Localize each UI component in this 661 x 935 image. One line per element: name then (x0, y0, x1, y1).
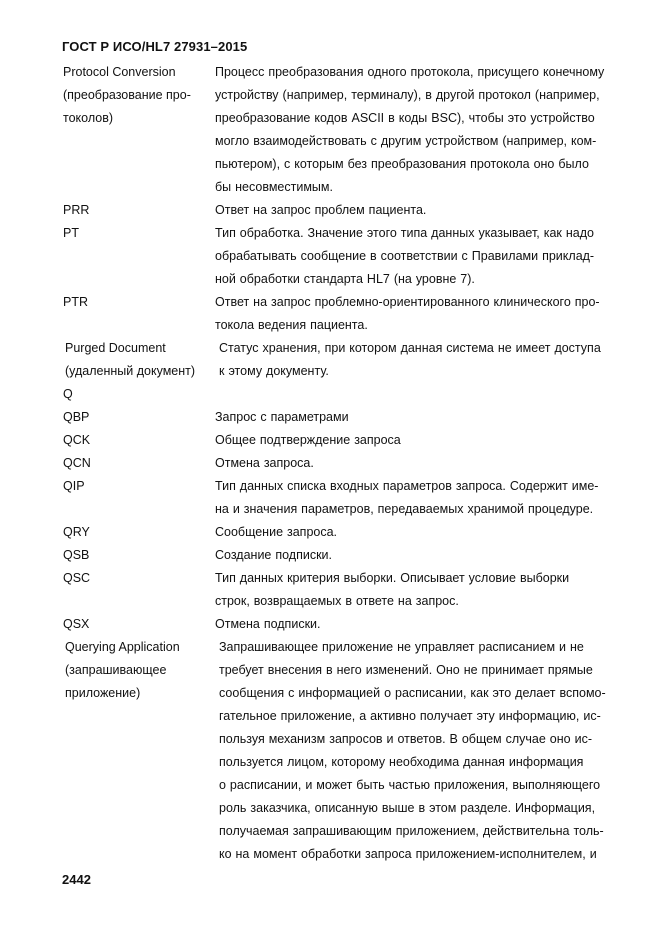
term: QSC (63, 571, 91, 585)
glossary-entry-prr (62, 199, 632, 222)
standard-header: ГОСТ Р ИСО/HL7 27931–2015 (62, 39, 248, 54)
definition: Отмена запроса. (215, 456, 314, 470)
glossary-entry-pt (62, 222, 632, 291)
glossary-entry-protocol-conversion (62, 61, 632, 199)
term: Querying Application (запрашивающее приложение) (65, 640, 180, 700)
definition: Запрашивающее приложение не управляет расписанием и не требует внесения в него изменений. Оно не принимает прямые сообщения с информацией о расписании, как это делает вспомо- гательное приложение, а активно получает эту информацию, ис- пользуя механизм запросов и ответов. В общем случае оно ис- пользуется лицом, которому необходима данная информация о расписании, и может быть частью приложения, выполняющего роль заказчика, описанную выше в этом разделе. Информация, получаемая запрашивающим приложением, действительна толь- ко на момент обработки запроса приложением-исполнителем, и (219, 640, 606, 861)
definition: Статус хранения, при котором данная система не имеет доступа к этому документу. (219, 341, 601, 378)
glossary-section-letter-q (62, 383, 632, 406)
glossary-entry-qbp (62, 406, 632, 429)
glossary-entry-querying-application (62, 636, 632, 866)
glossary-entry-qsx (62, 613, 632, 636)
definition: Общее подтверждение запроса (215, 433, 401, 447)
term: PRR (63, 203, 90, 217)
page-number: 2442 (62, 872, 91, 887)
term: Protocol Conversion (преобразование про- токолов) (63, 65, 191, 125)
glossary-entry-qip (62, 475, 632, 521)
term: QSX (63, 617, 90, 631)
term: QRY (63, 525, 90, 539)
definition: Запрос с параметрами (215, 410, 349, 424)
glossary-entry-qcn (62, 452, 632, 475)
glossary-entry-purged-document (62, 337, 632, 383)
term: PTR (63, 295, 88, 309)
glossary-entry-ptr (62, 291, 632, 337)
term: QSB (63, 548, 90, 562)
glossary-entry-qsb (62, 544, 632, 567)
definition (215, 383, 632, 406)
term: Purged Document (удаленный документ) (65, 341, 196, 378)
definition: Отмена подписки. (215, 617, 321, 631)
definition: Создание подписки. (215, 548, 333, 562)
term: QBP (63, 410, 90, 424)
term: PT (63, 226, 79, 240)
glossary-entry-qsc (62, 567, 632, 613)
definition: Тип данных списка входных параметров запроса. Содержит име- на и значения параметров, передаваемых хранимой процедуре. (215, 479, 599, 516)
glossary-entry-qck (62, 429, 632, 452)
term: QCN (63, 456, 91, 470)
definition: Тип обработка. Значение этого типа данных указывает, как надо обрабатывать сообщение в соответствии с Правилами приклад- ной обработки стандарта HL7 (на уровне 7). (215, 226, 595, 286)
term: QCK (63, 433, 91, 447)
term: QIP (63, 479, 85, 493)
definition: Сообщение запроса. (215, 525, 338, 539)
section-letter: Q (63, 387, 73, 401)
glossary-entry-qry (62, 521, 632, 544)
definition: Ответ на запрос проблемно-ориентированного клинического про- токола ведения пациента. (215, 295, 600, 332)
glossary-list (62, 61, 632, 866)
definition: Тип данных критерия выборки. Описывает условие выборки строк, возвращаемых в ответе на запрос. (215, 571, 570, 608)
definition: Ответ на запрос проблем пациента. (215, 203, 427, 217)
definition: Процесс преобразования одного протокола, присущего конечному устройству (например, терминалу), в другой протокол (например, преобразование кодов ASCII в коды BSC), чтобы это устройство могло взаимодействовать с другим устройством (например, ком- пьютером), с которым без преобразования протокола оно было бы несовместимым. (215, 65, 605, 194)
